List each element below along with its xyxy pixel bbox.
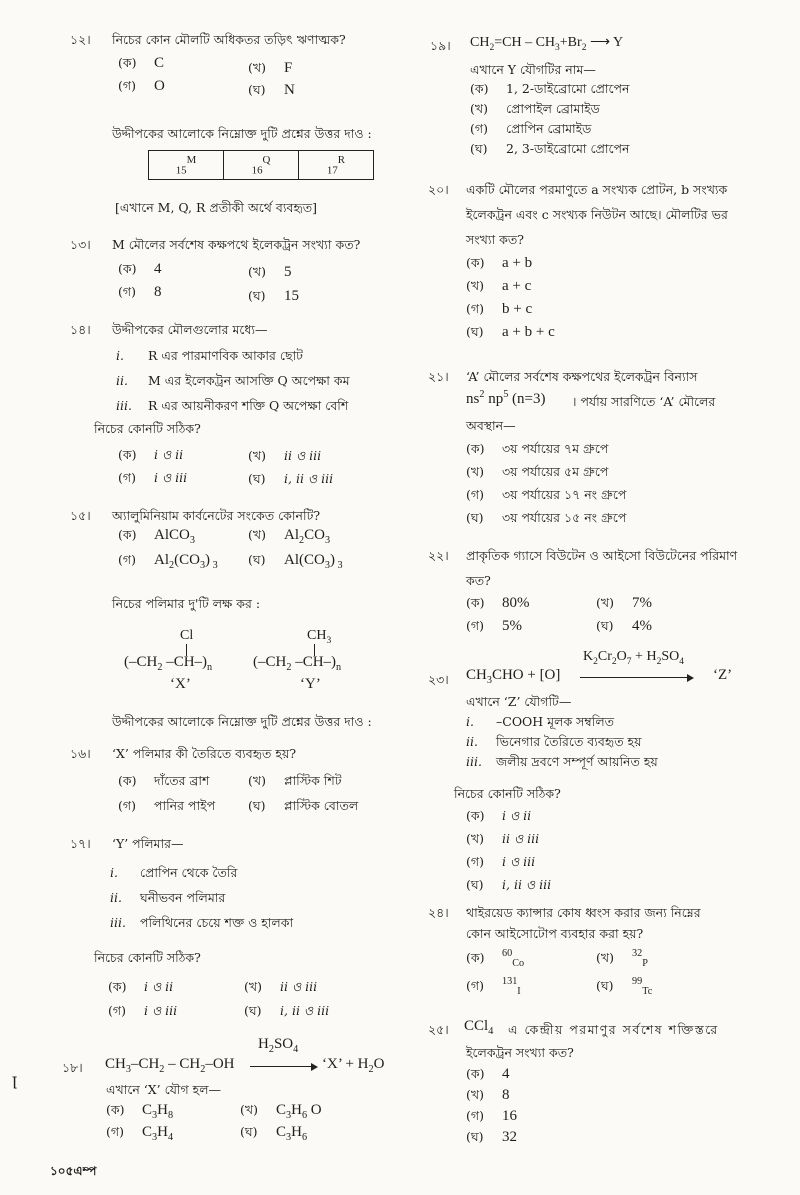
question-text: এখানে Y যৌগটির নাম—: [470, 62, 596, 77]
statement-text: জলীয় দ্রবণে সম্পূর্ণ আয়নিত হয়: [496, 754, 658, 769]
question-text-line: সংখ্যা কত?: [466, 232, 524, 247]
option-gha[interactable]: (ঘ) 15: [248, 288, 299, 304]
element-cell-q: $_{16}^Q$: [224, 151, 299, 180]
statement-numeral: i.: [466, 714, 474, 729]
page-footer: ১০৫এম্প: [50, 1164, 97, 1178]
option-gha[interactable]: (ঘ) $^{99}_{Tc}$: [596, 976, 653, 997]
question-text: উদ্দীপকের মৌলগুলোর মধ্যে—: [112, 322, 268, 337]
question-text-line: এ কেন্দ্রীয় পরমাণুর সর্বশেষ শক্তিস্তরে: [508, 1022, 719, 1037]
margin-mark: ꞁ: [12, 1070, 18, 1089]
question-number: ২১।: [428, 369, 449, 384]
option-ga[interactable]: (গ) O: [118, 78, 165, 94]
element-cell-r: $_{17}^R$: [299, 151, 374, 180]
stimulus-instruction: উদ্দীপকের আলোকে নিম্নোক্ত দুটি প্রশ্নের উত্তর দাও :: [112, 714, 372, 729]
option-kha[interactable]: (খ) 8: [466, 1087, 510, 1103]
question-text-line: অবস্থান—: [466, 418, 516, 433]
polymer-formula: ($-CH_2$ $-CH-)_n$: [253, 654, 342, 673]
statement-text: R এর পারমাণবিক আকার ছোট: [148, 348, 303, 363]
option-kha[interactable]: (খ) ii ও iii: [244, 979, 318, 994]
stimulus-instruction: উদ্দীপকের আলোকে নিম্নোক্ত দুটি প্রশ্নের উত্তর দাও :: [112, 126, 372, 141]
option-ka[interactable]: (ক) $^{60}_{Co}$: [466, 948, 525, 969]
which-correct-prompt: নিচের কোনটি সঠিক?: [94, 421, 201, 436]
option-gha[interactable]: (ঘ) i, ii ও iii: [466, 877, 552, 892]
option-ga[interactable]: (গ) প্রোপিন ব্রোমাইড: [470, 121, 592, 136]
question-text: এখানে ‘Z’ যৌগটি—: [466, 694, 572, 709]
statement-numeral: i.: [116, 348, 124, 363]
statement-numeral: iii.: [110, 915, 126, 930]
option-gha[interactable]: (ঘ) i, ii ও iii: [244, 1003, 330, 1018]
option-ga[interactable]: (গ) i ও iii: [466, 854, 536, 869]
question-text: ‘Y’ পলিমার—: [112, 836, 184, 851]
option-gha[interactable]: (ঘ) i, ii ও iii: [248, 471, 334, 486]
reaction-arrow-icon: [580, 677, 692, 678]
polymer-substituent: Cl: [180, 628, 194, 643]
question-text-line: প্রাকৃতিক গ্যাসে বিউটেন ও আইসো বিউটেনের পরিমাণ: [466, 548, 738, 563]
statement-text: পলিথিনের চেয়ে শক্ত ও হালকা: [140, 915, 294, 930]
question-number: ২৪।: [428, 905, 449, 920]
option-ga[interactable]: (গ) ৩য় পর্যায়ের ১৭ নং গ্রুপে: [466, 487, 627, 502]
statement-text: R এর আয়নীকরণ শক্তি Q অপেক্ষা বেশি: [148, 398, 349, 413]
statement-text: M এর ইলেকট্রন আসক্তি Q অপেক্ষা কম: [148, 373, 350, 388]
question-text: অ্যালুমিনিয়াম কার্বনেটের সংকেত কোনটি?: [112, 508, 321, 523]
option-kha[interactable]: (খ) $^{32}_P$: [596, 948, 648, 969]
question-text: ‘X’ পলিমার কী তৈরিতে ব্যবহৃত হয়?: [112, 746, 297, 761]
question-number: ১৩।: [70, 237, 91, 252]
option-ka[interactable]: (ক) 4: [466, 1066, 510, 1082]
question-number: ২৩।: [428, 672, 449, 687]
statement-text: ভিনেগার তৈরিতে ব্যবহৃত হয়: [496, 734, 642, 749]
polymer-formula: ($-CH_2$ $-CH-)_n$: [124, 654, 213, 673]
option-kha[interactable]: (খ) প্রোপাইল ব্রোমাইড: [470, 101, 600, 116]
option-ka[interactable]: (ক) 80%: [466, 595, 530, 611]
option-ga[interactable]: (গ) 8: [118, 284, 162, 300]
question-formula: CCl$_4$: [464, 1018, 494, 1037]
question-text-line: কত?: [466, 573, 491, 588]
reaction-reactant: $CH_3-CH_2 - CH_2-OH$: [105, 1056, 235, 1075]
question-text-line: । পর্যায় সারণিতে ‘A’ মৌলের: [572, 394, 716, 409]
question-number: ১২।: [70, 32, 91, 47]
option-ga[interactable]: (গ) $^{131}_I$: [466, 976, 521, 997]
option-gha[interactable]: (ঘ) $C_3H_6$: [240, 1124, 308, 1143]
question-number: ২০।: [428, 182, 449, 197]
reaction-equation: $CH_2=CH - CH_3+Br_2$ ⟶ Y: [470, 35, 624, 53]
which-correct-prompt: নিচের কোনটি সঠিক?: [94, 950, 201, 965]
option-ka[interactable]: (ক) $C_3H_8$: [106, 1102, 174, 1121]
option-ga[interactable]: (গ) i ও iii: [118, 470, 188, 485]
question-number: ১৬।: [70, 746, 91, 761]
polymer-intro: নিচের পলিমার দু'টি লক্ষ কর :: [112, 596, 261, 611]
option-ka[interactable]: (ক) ৩য় পর্যায়ের ৭ম গ্রুপে: [466, 441, 609, 456]
question-text-line: ইলেকট্রন সংখ্যা কত?: [466, 1045, 574, 1060]
option-ka[interactable]: (ক) দাঁতের ব্রাশ: [118, 773, 210, 788]
question-text: নিচের কোন মৌলটি অধিকতর তড়িৎ ঋণাত্মক?: [112, 32, 346, 47]
option-kha[interactable]: (খ) a + c: [466, 278, 532, 294]
electron-configuration: $ns^2$ $np^5$ (n=3): [466, 389, 546, 407]
statement-numeral: ii.: [110, 890, 122, 905]
option-gha[interactable]: (ঘ) $Al(CO_3)$ $_3$: [248, 552, 343, 571]
option-gha[interactable]: (ঘ) 4%: [596, 618, 652, 634]
option-kha[interactable]: (খ) $Al_2CO_3$: [248, 527, 331, 546]
option-kha[interactable]: (খ) প্লাস্টিক শিট: [248, 773, 342, 788]
option-ga[interactable]: (গ) 16: [466, 1108, 517, 1124]
option-kha[interactable]: (খ) 7%: [596, 595, 652, 611]
table-note: [এখানে M, Q, R প্রতীকী অর্থে ব্যবহৃত]: [115, 200, 318, 215]
option-ka[interactable]: (ক) i ও ii: [108, 979, 174, 994]
question-text-line: থাইরয়েড ক্যান্সার কোষ ধ্বংস করার জন্য নিম্নের: [466, 905, 701, 920]
option-kha[interactable]: (খ) ৩য় পর্যায়ের ৫ম গ্রুপে: [466, 464, 609, 479]
question-text: M মৌলের সর্বশেষ কক্ষপথে ইলেকট্রন সংখ্যা কত?: [112, 237, 361, 252]
option-gha[interactable]: (ঘ) 2, 3-ডাইব্রোমো প্রোপেন: [470, 141, 630, 156]
option-ka[interactable]: (ক) i ও ii: [118, 447, 184, 462]
which-correct-prompt: নিচের কোনটি সঠিক?: [454, 786, 561, 801]
option-gha[interactable]: (ঘ) ৩য় পর্যায়ের ১৫ নং গ্রুপে: [466, 510, 627, 525]
reaction-product: ‘X’ + $H_2O$: [322, 1056, 385, 1075]
statement-numeral: iii.: [466, 754, 482, 769]
statement-numeral: iii.: [116, 398, 132, 413]
option-kha[interactable]: (খ) $C_3H_6$ O: [240, 1102, 322, 1121]
question-text-line: ইলেকট্রন এবং c সংখ্যক নিউটন আছে। মৌলটির ভর: [466, 207, 728, 222]
polymer-substituent: $CH_3$: [307, 628, 332, 646]
question-number: ১৯।: [430, 38, 451, 53]
question-number: ১৪।: [70, 322, 91, 337]
reaction-product: ‘Z’: [713, 667, 733, 683]
question-number: ২২।: [428, 548, 449, 563]
reaction-reagent: $H_2SO_4$: [258, 1036, 299, 1055]
question-number: ১৫।: [70, 508, 91, 523]
option-kha[interactable]: (খ) ii ও iii: [248, 448, 322, 463]
statement-text: ঘনীভবন পলিমার: [140, 890, 226, 905]
question-number: ১৭।: [70, 836, 91, 851]
statement-numeral: ii.: [116, 373, 128, 388]
reaction-reactant: $CH_3CHO + [O]$: [466, 667, 561, 686]
option-ka[interactable]: (ক) a + b: [466, 255, 533, 271]
option-ka[interactable]: (ক) C: [118, 55, 165, 71]
reaction-reagent: $K_2Cr_2O_7 + H_2SO_4$: [583, 649, 684, 667]
option-gha[interactable]: (ঘ) 32: [466, 1129, 517, 1145]
option-kha[interactable]: (খ) ii ও iii: [466, 831, 540, 846]
option-ga[interactable]: (গ) b + c: [466, 301, 533, 317]
option-ka[interactable]: (ক) 1, 2-ডাইব্রোমো প্রোপেন: [470, 81, 630, 96]
question-number: ২৫।: [428, 1022, 449, 1037]
option-gha[interactable]: (ঘ) a + b + c: [466, 324, 555, 340]
statement-numeral: i.: [110, 865, 118, 880]
polymer-label: ‘Y’: [300, 676, 321, 692]
option-kha[interactable]: (খ) 5: [248, 264, 292, 280]
option-kha[interactable]: (খ) F: [248, 60, 293, 76]
option-ga[interactable]: (গ) $Al_2(CO_3)$ $_3$: [118, 552, 218, 571]
element-cell-m: $_{15}^M$: [149, 151, 224, 180]
option-ga[interactable]: (গ) $C_3H_4$: [106, 1124, 174, 1143]
option-ga[interactable]: (গ) পানির পাইপ: [118, 798, 216, 813]
question-number: ১৮।: [62, 1060, 83, 1075]
element-table: [148, 150, 374, 180]
option-ka[interactable]: (ক) AlCO$_3$: [118, 527, 195, 546]
question-text-line: কোন আইসোটোপ ব্যবহার করা হয়?: [466, 926, 644, 941]
option-ga[interactable]: (গ) i ও iii: [108, 1003, 178, 1018]
reaction-arrow-icon: [250, 1066, 316, 1067]
statement-text: প্রোপিন থেকে তৈরি: [140, 865, 238, 880]
question-text-line: ‘A’ মৌলের সর্বশেষ কক্ষপথের ইলেকট্রন বিন্যাস: [466, 369, 698, 384]
option-gha[interactable]: (ঘ) প্লাস্টিক বোতল: [248, 798, 359, 813]
question-text-line: একটি মৌলের পরমাণুতে a সংখ্যক প্রোটন, b সংখ্যক: [466, 182, 728, 197]
question-text: এখানে ‘X’ যৌগ হল—: [106, 1082, 222, 1097]
option-ka[interactable]: (ক) i ও ii: [466, 808, 532, 823]
statement-numeral: ii.: [466, 734, 478, 749]
statement-text: –COOH মূলক সম্বলিত: [496, 714, 615, 729]
option-ga[interactable]: (গ) 5%: [466, 618, 522, 634]
option-gha[interactable]: (ঘ) N: [248, 82, 295, 98]
polymer-label: ‘X’: [170, 676, 191, 692]
option-ka[interactable]: (ক) 4: [118, 261, 162, 277]
